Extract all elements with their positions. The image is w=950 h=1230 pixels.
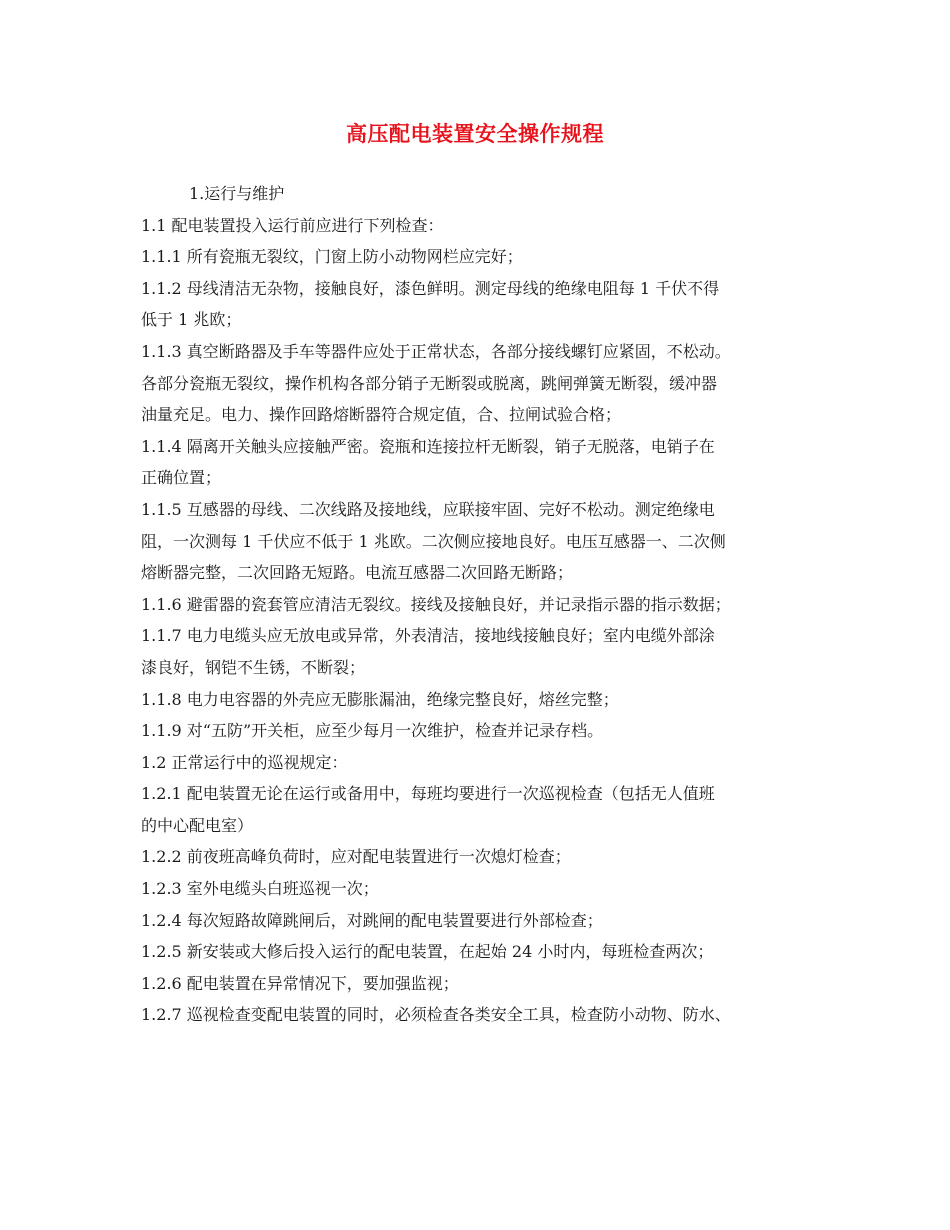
text-line: 阻，一次测每 1 千伏应不低于 1 兆欧。二次侧应接地良好。电压互感器一、二次侧 [141, 531, 726, 551]
document-body [141, 178, 821, 1031]
section-heading: 1.运行与维护 [189, 184, 285, 203]
text-line: 熔断器完整，二次回路无短路。电流互感器二次回路无断路； [141, 563, 574, 583]
text-line: 漆良好，钢铠不生锈，不断裂； [141, 657, 366, 677]
text-line: 1.1.4 隔离开关触头应接触严密。瓷瓶和连接拉杆无断裂，销子无脱落，电销子在 [141, 436, 715, 456]
text-line: 正确位置； [141, 468, 222, 488]
text-line: 的中心配电室） [141, 815, 254, 835]
text-line: 1.2.6 配电装置在异常情况下，要加强监视； [141, 973, 459, 993]
text-line: 1.1.3 真空断路器及手车等器件应处于正常状态，各部分接线螺钉应紧固，不松动。 [141, 341, 731, 361]
text-line: 1.2.2 前夜班高峰负荷时，应对配电装置进行一次熄灯检查； [141, 847, 571, 867]
text-line: 各部分瓷瓶无裂纹，操作机构各部分销子无断裂或脱离，跳闸弹簧无断裂，缓冲器 [141, 373, 718, 393]
text-line: 1.1 配电装置投入运行前应进行下列检查： [141, 215, 444, 235]
text-line: 1.2 正常运行中的巡视规定： [141, 752, 348, 772]
text-line: 1.1.2 母线清洁无杂物，接触良好，漆色鲜明。测定母线的绝缘电阻每 1 千伏不得 [141, 278, 720, 298]
text-line: 1.2.3 室外电缆头白班巡视一次； [141, 879, 379, 899]
text-line: 油量充足。电力、操作回路熔断器符合规定值，合、拉闸试验合格； [141, 405, 622, 425]
text-line: 1.1.5 互感器的母线、二次线路及接地线，应联接牢固、完好不松动。测定绝缘电 [141, 499, 715, 519]
text-line: 1.1.7 电力电缆头应无放电或异常，外表清洁，接地线接触良好；室内电缆外部涂 [141, 626, 715, 646]
text-line: 1.2.5 新安装或大修后投入运行的配电装置，在起始 24 小时内，每班检查两次； [141, 942, 714, 962]
text-line: 1.1.1 所有瓷瓶无裂纹，门窗上防小动物网栏应完好； [141, 247, 523, 267]
text-line: 低于 1 兆欧； [141, 310, 242, 330]
document-title: 高压配电装置安全操作规程 [346, 122, 604, 146]
text-line: 1.1.6 避雷器的瓷套管应清洁无裂纹。接线及接触良好，并记录指示器的指示数据； [141, 594, 731, 614]
text-line: 1.2.1 配电装置无论在运行或备用中，每班均要进行一次巡视检查（包括无人值班 [141, 784, 715, 804]
text-line: 1.2.4 每次短路故障跳闸后，对跳闸的配电装置要进行外部检查； [141, 910, 603, 930]
text-line: 1.1.9 对“五防”开关柜，应至少每月一次维护，检查并记录存档。 [141, 721, 604, 741]
text-line: 1.1.8 电力电容器的外壳应无膨胀漏油，绝缘完整良好，熔丝完整； [141, 689, 619, 709]
text-line: 1.2.7 巡视检查变配电装置的同时，必须检查各类安全工具，检查防小动物、防水、 [141, 1005, 731, 1025]
